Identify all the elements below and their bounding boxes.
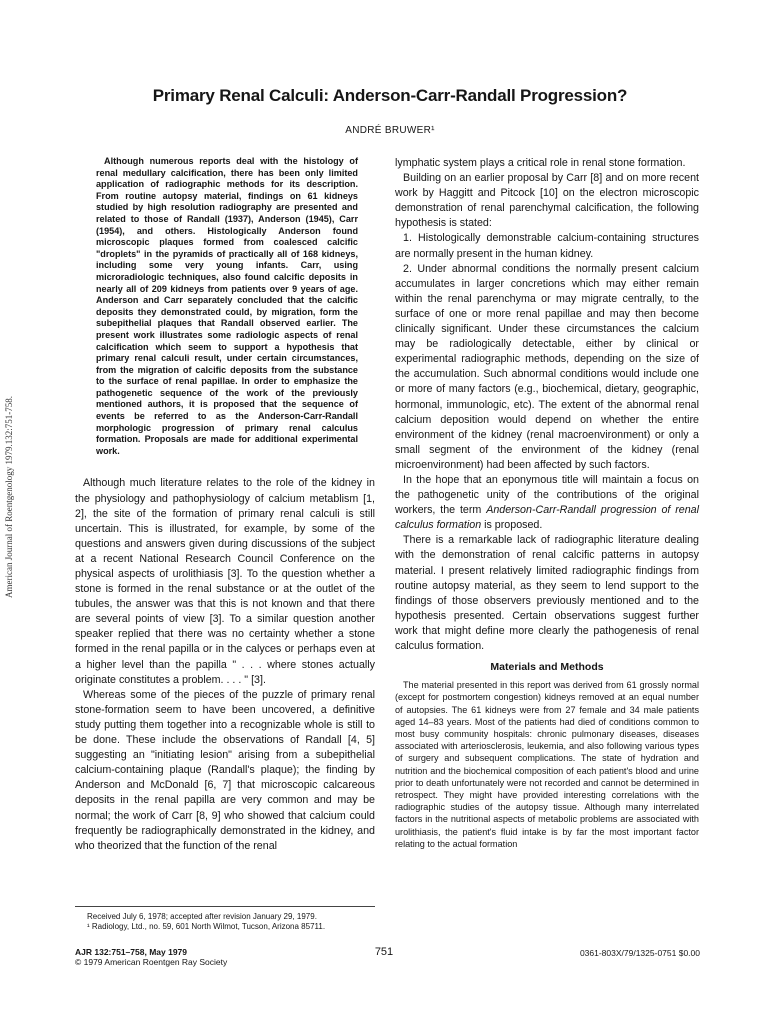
paragraph: The material presented in this report was derived from 61 grossly normal (except for postmortem congestion) kidneys removed at an equal number of autopsies. The 61 kidneys were from 27 female and 34 male patients aged 14–83 years. Most of the patients had died of conditions common to most busy community hospitals: chronic pulmonary diseases, diseases associated with arteriosclerosis, leukemia, and also following various types of surgery and subsequent complications. The state of hydration and nutrition and the biochemical composition of each patient's blood and urine prior to death unfortunately were not recorded and cannot be determined in retrospect. They might have provided interesting correlations with the radiographic studies of the autopsy tissue. Although many interrelated factors in the nutritional aspects of metabolic problems are associated with urolithiasis, the patient's fluid intake is by far the most important factor relating to the actual formation <box>395 680 699 849</box>
copyright: © 1979 American Roentgen Ray Society <box>75 957 228 967</box>
paragraph: Although much literature relates to the role of the kidney in the physiology and pathophysiology of calcium metablism [1, 2], the site of the formation of primary renal calculi is still uncertain. This is illustrated, for example, by some of the questions and answers given during discussions of the subject at a recent National Research Council Conference on the physical aspects of urolithiasis [3]. To the question whether a stone is formed in the renal substance or at the outlet of the tubules, the answer was that this is not known and that there are several points of view [3]. To a similar question another speaker replied that there was no certainty whether a stone formed in the renal papilla or in the calyces or perhaps even at a higher level than the papilla " . . . where stones actually originate constitutes a problem. . . . " [3]. <box>75 477 375 686</box>
article-code: 0361-803X/79/1325-0751 $0.00 <box>579 948 700 958</box>
paragraph: In the hope that an eponymous title will maintain a focus on the pathogenetic unity of the contributions of the original workers, the term Anderson-Carr-Randall progression of renal calculus formation is proposed. <box>395 473 699 532</box>
hypothesis-item: 2. Under abnormal conditions the normally present calcium accumulates in larger concretions which may either remain within the renal parenchyma or may migrate centrally, to the surface of one or more renal papillae and may then become clinically significant. Under these circumstances the calcium may be radiologically detectable, either by clinical or experimental radiographic methods, depending on the size of the accumulation. Such abnormal conditions would include one or more of many factors (e.g., biochemical, dietary, geographic, hormonal, immunologic, etc). The extent of the abnormal renal calcium deposition would depend on whether the entire environment of the kidney (renal macroenvironment) or only a small segment of the environment of the kidney (renal microenvironment) had been affected by such factors. <box>395 262 699 471</box>
paragraph: Building on an earlier proposal by Carr [8] and on more recent work by Haggitt and Pitcock [10] on the electron microscopic demonstration of renal parenchymal calcification, the following hypothesis is stated: <box>395 172 699 230</box>
proposed-term: Anderson-Carr-Randall progression of renal calculus formation <box>395 504 699 532</box>
left-body-text <box>75 476 375 853</box>
article-title: Primary Renal Calculi: Anderson-Carr-Randall Progression? <box>152 86 628 105</box>
paragraph: There is a remarkable lack of radiographic literature dealing with the demonstration of renal calcific patterns in autopsy material. I present relatively limited radiographic findings from routine autopsy material, as they seem to lend support to the findings of those observers previously mentioned and to the hypothesis presented. Certain observations suggest further work that might define more clearly the pathogenesis of renal calculus formation. <box>395 534 699 652</box>
paragraph: Whereas some of the pieces of the puzzle of primary renal stone-formation seem to have been uncovered, a definitive study putting them together into a recognizable whole is still to be done. These include the observations of Randall [4, 5] suggesting an "initiating lesion" arising from a subepithelial calcium-containing plaque (Randall's plaque); the finding by Anderson and McDonald [6, 7] that microscopic calcareous deposits in the renal papilla are very common and may be normal; the work of Carr [8, 9] who showed that calcium could frequently be radiographically demonstrated in the kidney, and who theorized that the function of the renal <box>75 688 375 852</box>
left-column <box>75 156 375 854</box>
footnotes <box>75 906 375 932</box>
right-body-text <box>395 156 699 654</box>
abstract: Although numerous reports deal with the histology of renal medullary calcification, there has been only limited application of radiographic methods for its description. From routine autopsy material, findings on 61 kidneys studied by high resolution radiography are presented and related to those of Randall (1937), Anderson (1945), Carr (1954), and others. Histologically Anderson found microscopic plaques formed from coalesced calcific "droplets" in the pyramids of practically all of 168 kidneys, including some very young infants. Carr, using microradiologic techniques, also found calcific deposits in nearly all of 209 kidneys from patients over 9 years of age. Anderson and Carr separately concluded that the calcific deposits they demonstrated could, by migration, form the subepithelial plaques that Randall observed earlier. The present work illustrates some radiologic aspects of renal calcification which seem to support a hypothesis that primary renal calculi result, under certain circumstances, from the migration of calcific deposits from the substance to the surface of renal papillae. In order to emphasize the pathogenetic sequence of the work of the previously mentioned authors, it is proposed that the sequence of events be referred to as the Anderson-Carr-Randall morphologic progression of primary renal calculus formation. Proposals are made for additional experimental work. <box>96 156 358 456</box>
side-citation-note: American Journal of Roentgenology 1979.132:751-758. <box>4 396 14 598</box>
received-note: Received July 6, 1978; accepted after revision January 29, 1979. <box>87 912 317 921</box>
hypothesis-item: 1. Histologically demonstrable calcium-containing structures are normally present in the human kidney. <box>395 232 699 260</box>
author-name: ANDRÉ BRUWER¹ <box>345 125 435 136</box>
right-column <box>395 156 699 850</box>
page-number: 751 <box>374 946 394 958</box>
section-heading-methods: Materials and Methods <box>490 661 604 674</box>
affiliation-note: ¹ Radiology, Ltd., no. 59, 601 North Wilmot, Tucson, Arizona 85711. <box>87 922 326 931</box>
methods-text <box>395 679 699 850</box>
journal-citation: AJR 132:751–758, May 1979 <box>75 947 187 957</box>
paragraph: lymphatic system plays a critical role in renal stone formation. <box>395 157 686 169</box>
